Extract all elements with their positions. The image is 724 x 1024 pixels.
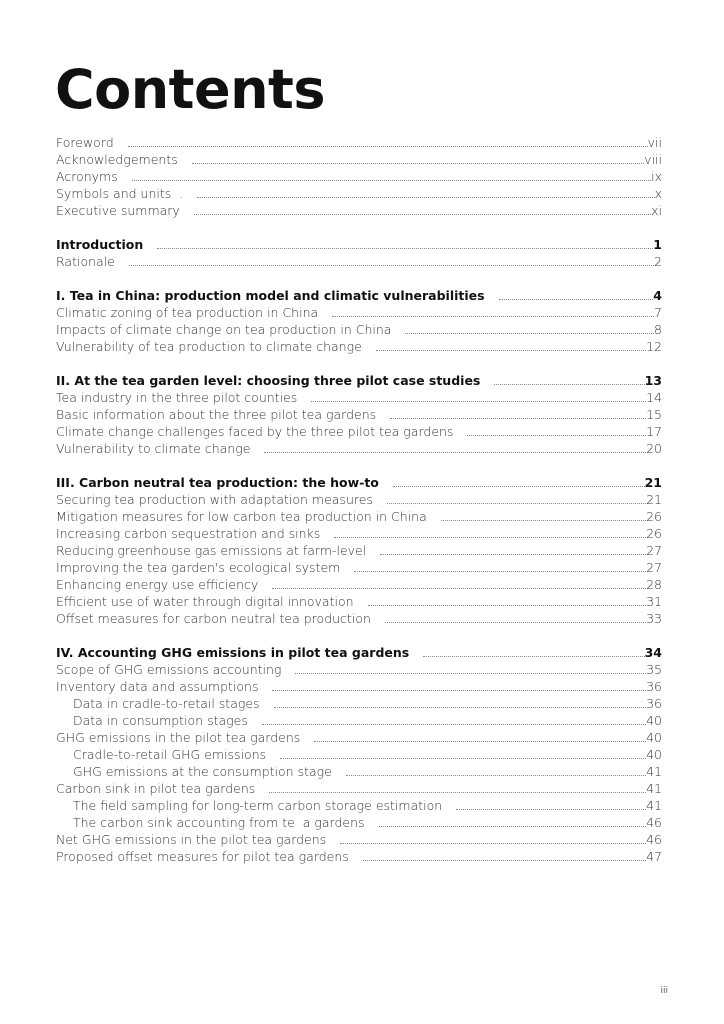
toc-entry-page: 36 <box>646 696 662 711</box>
toc-entry-title: Carbon sink in pilot tea gardens <box>56 781 256 796</box>
toc-entry-page: 41 <box>646 781 662 796</box>
dot-leader <box>354 571 646 572</box>
toc-entry-page: 36 <box>646 679 662 694</box>
dot-leader <box>405 333 654 334</box>
toc-entry-page: 27 <box>646 560 662 575</box>
dot-leader <box>192 163 644 164</box>
dot-leader <box>380 554 646 555</box>
toc-entry-page: 21 <box>646 492 662 507</box>
toc-section <box>56 134 662 219</box>
toc-entry-title: III. Carbon neutral tea production: the how-to <box>56 475 379 490</box>
toc-entry[interactable] <box>56 848 662 865</box>
toc-chapter-entry[interactable] <box>56 287 662 304</box>
toc-entry-title: Inventory data and assumptions <box>56 679 259 694</box>
dot-leader <box>334 537 646 538</box>
table-of-contents <box>56 134 662 882</box>
toc-entry[interactable] <box>56 304 662 321</box>
toc-entry-title: Increasing carbon sequestration and sinks <box>56 526 321 541</box>
toc-entry-title: Impacts of climate change on tea production in China <box>56 322 392 337</box>
toc-section <box>56 236 662 270</box>
toc-entry[interactable] <box>56 185 662 202</box>
toc-entry-title: Tea industry in the three pilot counties <box>56 390 298 405</box>
dot-leader <box>390 418 646 419</box>
toc-entry-page: ix <box>651 169 662 184</box>
toc-entry-title: Cradle-to-retail GHG emissions <box>73 747 267 762</box>
dot-leader <box>346 775 646 776</box>
toc-entry-page: 15 <box>646 407 662 422</box>
toc-section <box>56 474 662 627</box>
toc-chapter-entry[interactable] <box>56 372 662 389</box>
toc-entry-page: 4 <box>653 288 662 303</box>
toc-entry[interactable] <box>56 168 662 185</box>
toc-entry-page: 34 <box>644 645 662 660</box>
toc-entry[interactable] <box>56 610 662 627</box>
toc-entry[interactable] <box>56 202 662 219</box>
toc-entry[interactable] <box>56 559 662 576</box>
toc-chapter-entry[interactable] <box>56 236 662 253</box>
toc-chapter-entry[interactable] <box>56 474 662 491</box>
toc-entry[interactable] <box>56 406 662 423</box>
dot-leader <box>393 486 645 487</box>
dot-leader <box>456 809 646 810</box>
toc-entry-title: Climatic zoning of tea production in China <box>56 305 319 320</box>
toc-entry-title: Basic information about the three pilot tea gardens <box>56 407 377 422</box>
toc-entry[interactable] <box>56 576 662 593</box>
toc-entry-page: 7 <box>654 305 662 320</box>
toc-entry-page: 2 <box>654 254 662 269</box>
toc-entry-title: I. Tea in China: production model and climatic vulnerabilities <box>56 288 485 303</box>
toc-entry-page: 14 <box>646 390 662 405</box>
toc-entry-page: 47 <box>646 849 662 864</box>
toc-subentry[interactable] <box>56 695 662 712</box>
toc-entry[interactable] <box>56 780 662 797</box>
page-title: Contents <box>55 58 326 121</box>
dot-leader <box>499 299 654 300</box>
toc-entry-page: 40 <box>646 730 662 745</box>
dot-leader <box>376 350 646 351</box>
dot-leader <box>269 792 646 793</box>
toc-entry-page: 46 <box>646 832 662 847</box>
toc-entry[interactable] <box>56 542 662 559</box>
toc-entry-title: Symbols and units . <box>56 186 184 201</box>
dot-leader <box>314 741 646 742</box>
toc-entry-page: 8 <box>654 322 662 337</box>
toc-entry-title: Climate change challenges faced by the three pilot tea gardens <box>56 424 454 439</box>
dot-leader <box>194 214 651 215</box>
dot-leader <box>368 605 647 606</box>
toc-entry-page: 40 <box>646 713 662 728</box>
dot-leader <box>295 673 646 674</box>
toc-entry-title: II. At the tea garden level: choosing three pilot case studies <box>56 373 481 388</box>
dot-leader <box>363 860 646 861</box>
toc-entry-page: 46 <box>646 815 662 830</box>
toc-entry-page: 26 <box>646 509 662 524</box>
toc-entry[interactable] <box>56 508 662 525</box>
toc-entry-page: 35 <box>646 662 662 677</box>
toc-entry-title: GHG emissions in the pilot tea gardens <box>56 730 301 745</box>
dot-leader <box>340 843 646 844</box>
dot-leader <box>157 248 653 249</box>
toc-entry-page: 31 <box>646 594 662 609</box>
toc-entry-title: Improving the tea garden's ecological system <box>56 560 341 575</box>
toc-entry-page: 28 <box>646 577 662 592</box>
toc-subentry[interactable] <box>56 746 662 763</box>
dot-leader <box>197 197 654 198</box>
toc-subentry[interactable] <box>56 763 662 780</box>
dot-leader <box>332 316 654 317</box>
toc-entry[interactable] <box>56 440 662 457</box>
toc-section <box>56 287 662 355</box>
toc-subentry[interactable] <box>56 814 662 831</box>
toc-entry[interactable] <box>56 729 662 746</box>
toc-entry-title: The field sampling for long-term carbon storage estimation <box>73 798 443 813</box>
toc-entry-title: The carbon sink accounting from te a gardens <box>73 815 365 830</box>
toc-entry-title: Scope of GHG emissions accounting <box>56 662 282 677</box>
toc-entry-title: Executive summary <box>56 203 180 218</box>
dot-leader <box>272 588 646 589</box>
toc-entry-page: vii <box>647 135 662 150</box>
toc-entry-title: Mitigation measures for low carbon tea production in China <box>56 509 427 524</box>
dot-leader <box>423 656 644 657</box>
toc-entry[interactable] <box>56 253 662 270</box>
toc-entry[interactable] <box>56 423 662 440</box>
dot-leader <box>272 690 646 691</box>
toc-entry-title: Data in consumption stages <box>73 713 248 728</box>
dot-leader <box>132 180 651 181</box>
toc-entry-page: 41 <box>646 764 662 779</box>
toc-subentry[interactable] <box>56 797 662 814</box>
toc-entry-title: Offset measures for carbon neutral tea production <box>56 611 371 626</box>
toc-entry-title: IV. Accounting GHG emissions in pilot tea gardens <box>56 645 410 660</box>
toc-entry-page: 12 <box>646 339 662 354</box>
toc-entry-title: Introduction <box>56 237 144 252</box>
toc-entry[interactable] <box>56 151 662 168</box>
toc-entry-page: viii <box>644 152 662 167</box>
toc-entry-page: x <box>654 186 662 201</box>
toc-entry-page: 21 <box>644 475 662 490</box>
dot-leader <box>274 707 647 708</box>
dot-leader <box>441 520 646 521</box>
dot-leader <box>467 435 646 436</box>
toc-entry-title: Proposed offset measures for pilot tea gardens <box>56 849 349 864</box>
toc-entry[interactable] <box>56 321 662 338</box>
toc-section <box>56 644 662 865</box>
toc-entry[interactable] <box>56 593 662 610</box>
toc-subentry[interactable] <box>56 712 662 729</box>
dot-leader <box>385 622 646 623</box>
toc-entry-title: Acronyms <box>56 169 118 184</box>
toc-entry[interactable] <box>56 831 662 848</box>
toc-chapter-entry[interactable] <box>56 644 662 661</box>
dot-leader <box>128 146 648 147</box>
dot-leader <box>129 265 654 266</box>
dot-leader <box>264 452 646 453</box>
toc-entry-title: GHG emissions at the consumption stage <box>73 764 332 779</box>
toc-entry[interactable] <box>56 134 662 151</box>
dot-leader <box>280 758 646 759</box>
toc-entry[interactable] <box>56 525 662 542</box>
toc-entry[interactable] <box>56 338 662 355</box>
dot-leader <box>379 826 647 827</box>
toc-entry-page: 40 <box>646 747 662 762</box>
toc-entry[interactable] <box>56 678 662 695</box>
toc-entry-title: Acknowledgements <box>56 152 178 167</box>
toc-entry-title: Net GHG emissions in the pilot tea gardens <box>56 832 327 847</box>
toc-entry[interactable] <box>56 389 662 406</box>
toc-entry-title: Vulnerability of tea production to climate change <box>56 339 362 354</box>
toc-entry-page: 41 <box>646 798 662 813</box>
dot-leader <box>262 724 646 725</box>
toc-entry-title: Foreword <box>56 135 114 150</box>
toc-entry-title: Data in cradle-to-retail stages <box>73 696 260 711</box>
toc-entry-page: 33 <box>646 611 662 626</box>
toc-entry-title: Vulnerability to climate change <box>56 441 251 456</box>
toc-entry-title: Securing tea production with adaptation measures <box>56 492 373 507</box>
toc-entry-title: Efficient use of water through digital innovation <box>56 594 354 609</box>
page-number: iii <box>660 986 668 996</box>
dot-leader <box>494 384 644 385</box>
toc-entry-page: 1 <box>653 237 662 252</box>
toc-entry-page: 17 <box>646 424 662 439</box>
dot-leader <box>387 503 646 504</box>
dot-leader <box>311 401 646 402</box>
toc-entry-title: Reducing greenhouse gas emissions at farm-level <box>56 543 367 558</box>
toc-entry[interactable] <box>56 491 662 508</box>
toc-entry-page: 26 <box>646 526 662 541</box>
toc-entry[interactable] <box>56 661 662 678</box>
toc-entry-title: Enhancing energy use efficiency <box>56 577 259 592</box>
toc-entry-page: xi <box>651 203 662 218</box>
toc-entry-page: 13 <box>644 373 662 388</box>
toc-entry-title: Rationale <box>56 254 115 269</box>
toc-entry-page: 27 <box>646 543 662 558</box>
toc-section <box>56 372 662 457</box>
toc-entry-page: 20 <box>646 441 662 456</box>
